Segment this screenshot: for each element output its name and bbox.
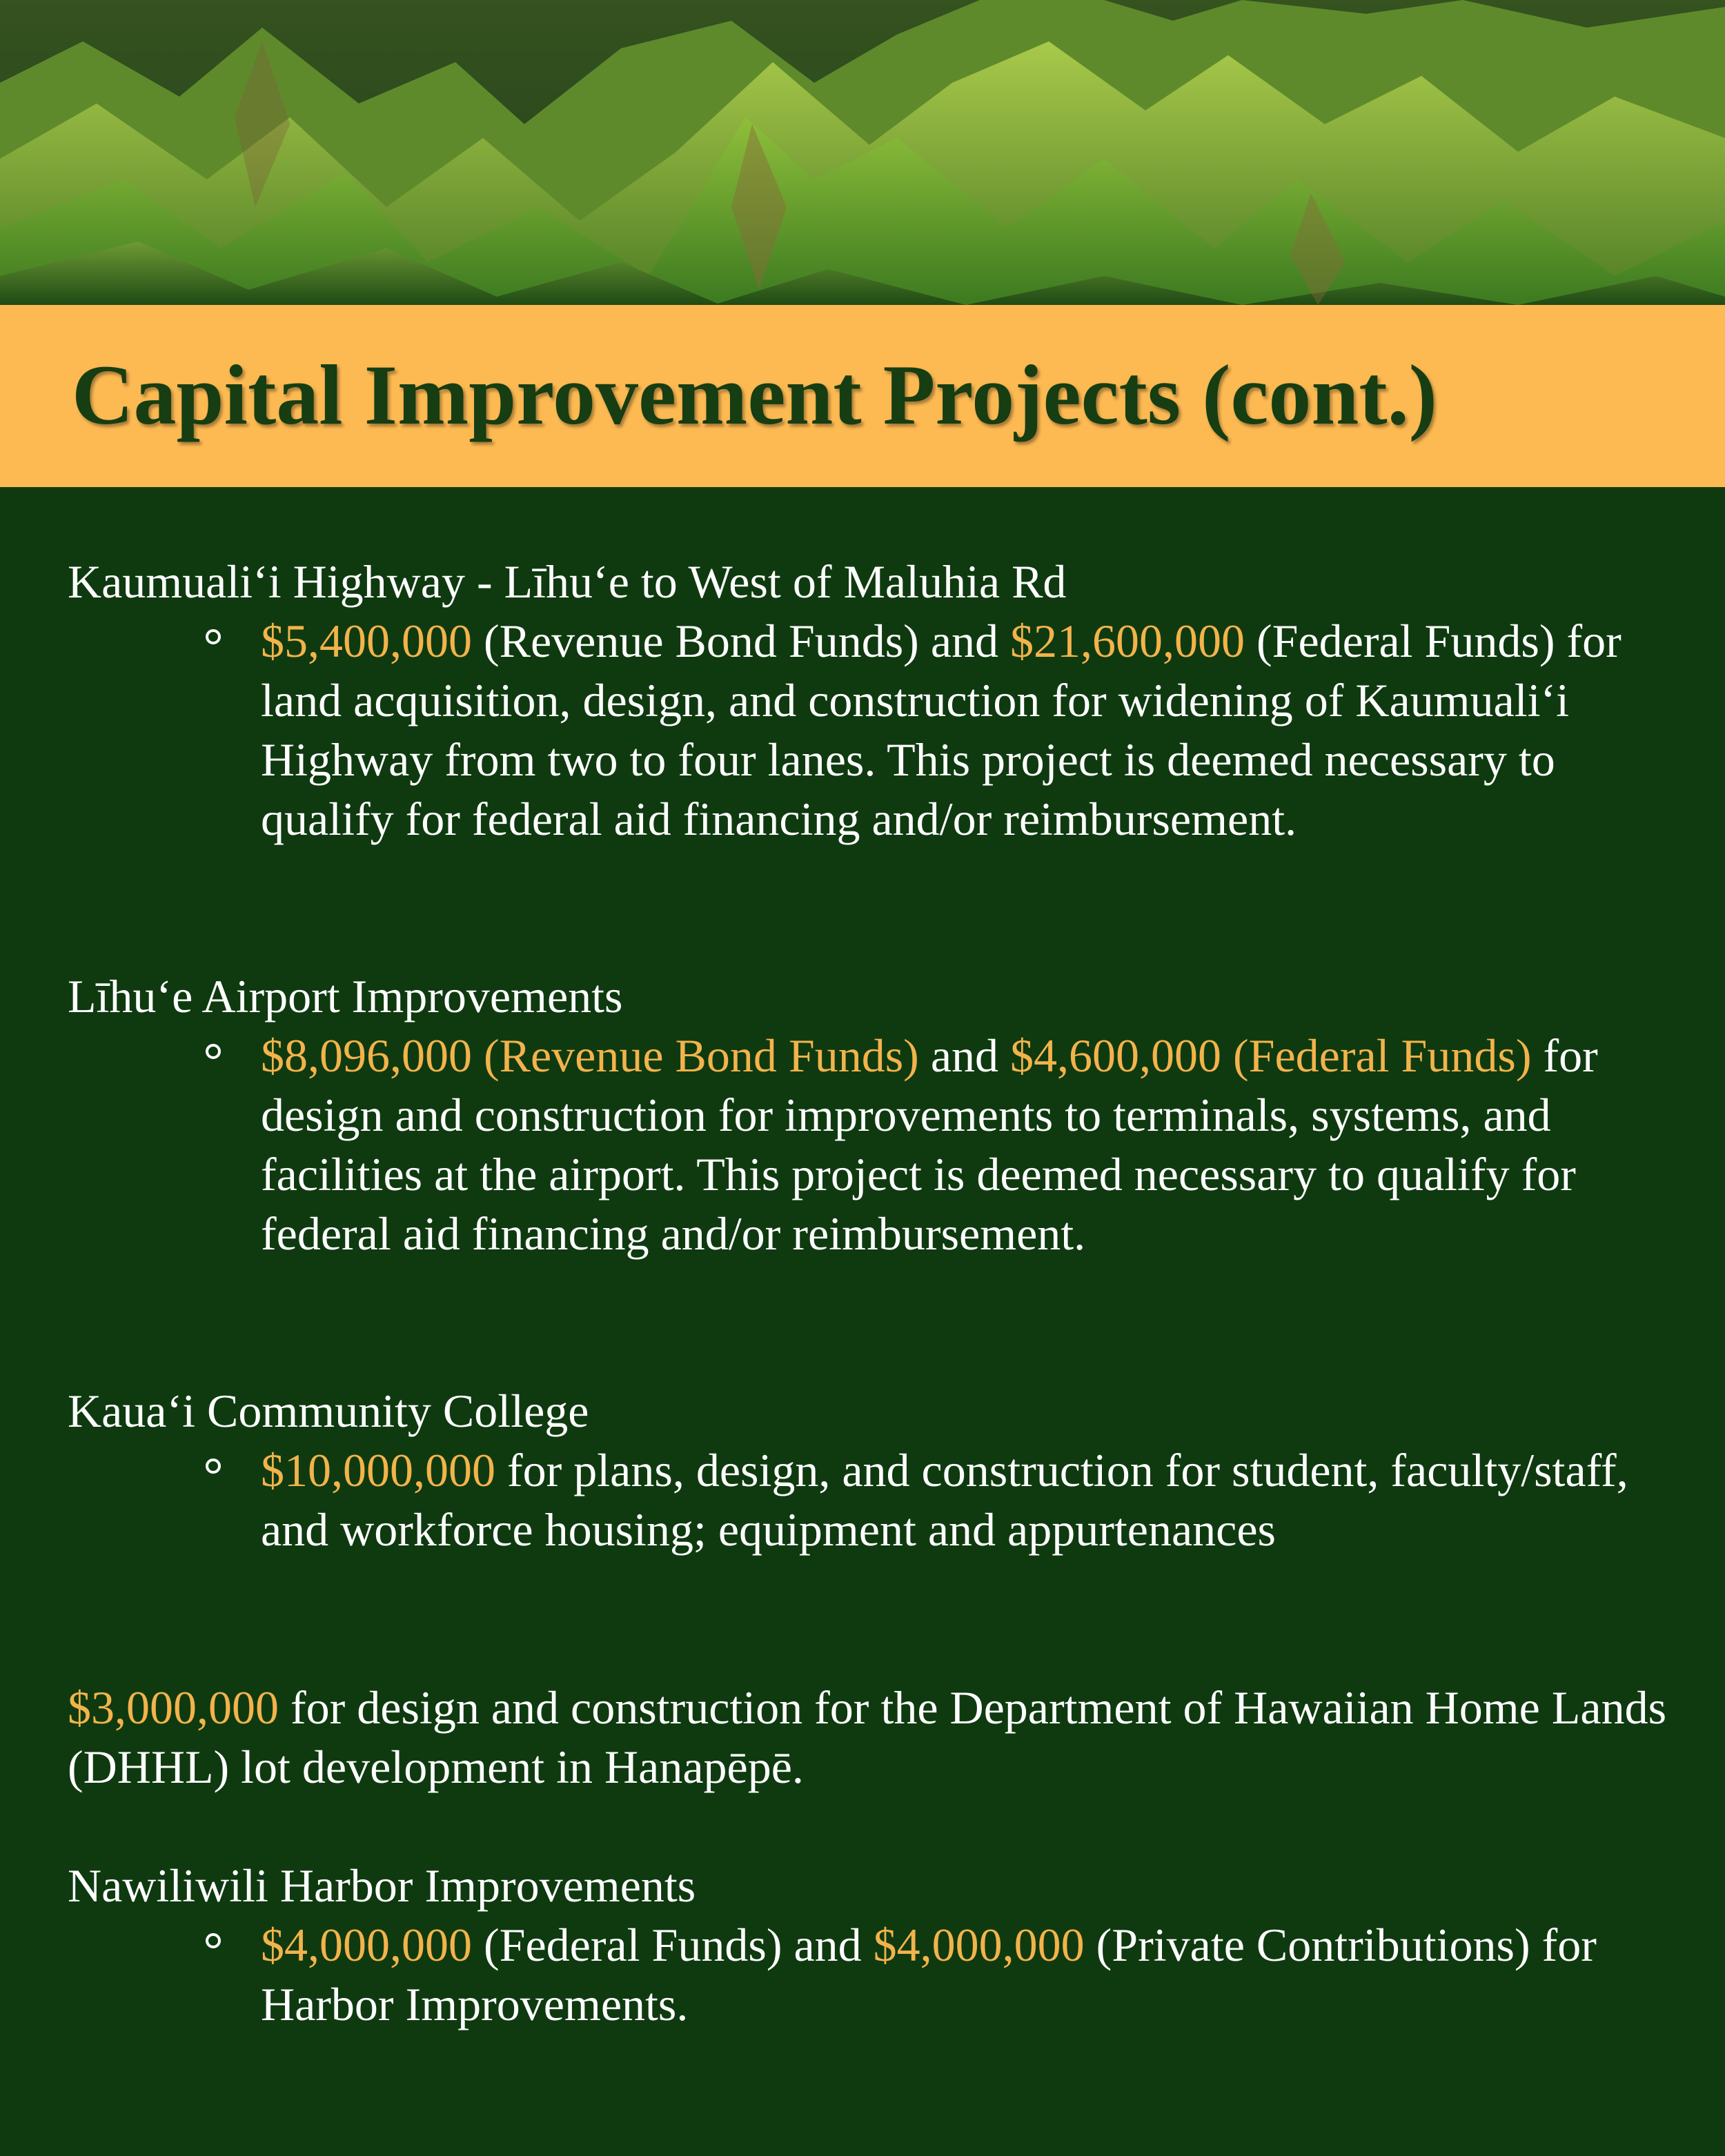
hollow-circle-bullet-icon [206,629,221,644]
project-paragraph-dhhl-hanapepe [68,1678,1682,1797]
funding-text: for plans, design, and construction for student, faculty/staff, and workforce housing; equipment and appurtenances [261,1444,1628,1556]
funding-text: for design and construction for improvements to terminals, systems, and facilities at the airport. This project is deemed necessary to qualify for federal aid financing and/or reimbursement. [261,1029,1598,1260]
funding-amount: $4,000,000 [873,1919,1085,1971]
project-bullet-lihue-airport [261,1026,1682,1263]
content-panel [0,487,1725,2156]
project-heading-kaumualii-highway: Kaumualiʻi Highway - Līhuʻe to West of Maluhia Rd [68,555,1067,608]
title-bar [0,305,1725,487]
funding-amount: $3,000,000 [68,1681,279,1734]
funding-text: and [918,1029,1011,1082]
funding-amount: $10,000,000 [261,1444,495,1496]
mountain-illustration [0,0,1725,305]
hollow-circle-bullet-icon [206,1044,221,1059]
hollow-circle-bullet-icon [206,1933,221,1948]
funding-text: (Federal Funds) for land acquisition, design, and construction for widening of Kaumualiʻi Highway from two to four lanes. This project is deemed necessary to qualify for federal aid financing and/or reimbursement. [261,615,1621,845]
funding-amount: $8,096,000 (Revenue Bond Funds) [261,1029,919,1082]
project-heading-kauai-community-college: Kauaʻi Community College [68,1385,589,1437]
funding-text: for design and construction for the Department of Hawaiian Home Lands (DHHL) lot development in Hanapēpē. [68,1681,1667,1793]
funding-text: (Federal Funds) and [472,1919,874,1971]
funding-amount: $4,600,000 (Federal Funds) [1010,1029,1532,1082]
funding-amount: $21,600,000 [1010,615,1245,667]
project-heading-lihue-airport: Līhuʻe Airport Improvements [68,970,623,1022]
project-bullet-nawiliwili-harbor [261,1915,1682,2034]
mountain-banner-image [0,0,1725,305]
project-bullet-kaumualii-highway [261,611,1682,849]
project-bullet-kauai-community-college [261,1441,1682,1559]
page-title: Capital Improvement Projects (cont.) [72,348,1437,442]
funding-amount: $4,000,000 [261,1919,472,1971]
funding-amount: $5,400,000 [261,615,472,667]
project-heading-nawiliwili-harbor: Nawiliwili Harbor Improvements [68,1859,696,1912]
funding-text: (Revenue Bond Funds) and [472,615,1011,667]
hollow-circle-bullet-icon [206,1458,221,1474]
funding-text: (Private Contributions) for Harbor Improvements. [261,1919,1597,2030]
